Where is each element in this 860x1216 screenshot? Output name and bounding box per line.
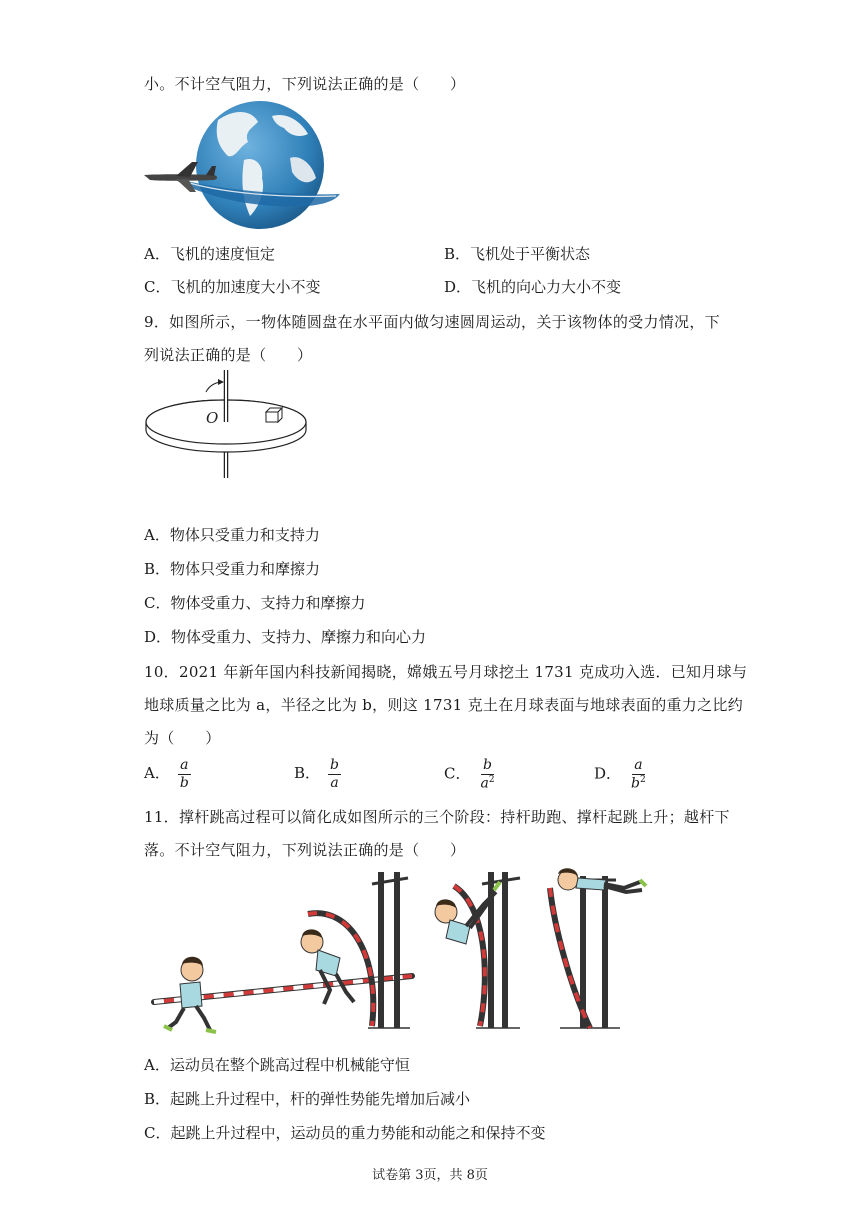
- q8-option-b: B．飞机处于平衡状态: [444, 245, 591, 263]
- page-footer: 试卷第 3页，共 8页: [372, 1168, 488, 1183]
- q11-option-b: B．起跳上升过程中，杆的弹性势能先增加后减小: [144, 1090, 471, 1108]
- q8-figure-globe-plane: [140, 98, 350, 234]
- q8-option-a: A．飞机的速度恒定: [144, 245, 275, 263]
- q8-stem: 小。不计空气阻力，下列说法正确的是（ ）: [144, 75, 466, 93]
- q11-stem-line1: 11．撑杆跳高过程可以简化成如图所示的三个阶段：持杆助跑、撑杆起跳上升；越杆下: [144, 808, 730, 826]
- q11-stem-line2: 落。不计空气阻力，下列说法正确的是（ ）: [144, 841, 466, 859]
- q8-option-c: C．飞机的加速度大小不变: [144, 278, 321, 296]
- cube-icon: [266, 408, 282, 422]
- bar-stand-icon: [372, 872, 408, 1028]
- q9-stem-line2: 列说法正确的是（ ）: [144, 346, 313, 364]
- q10-stem-line2: 地球质量之比为 a，半径之比为 b，则这 1731 克土在月球表面与地球表面的重力之比约: [144, 696, 743, 714]
- q11-option-c: C．起跳上升过程中，运动员的重力势能和动能之和保持不变: [144, 1124, 546, 1142]
- q10-stem-line3: 为（ ）: [144, 729, 221, 747]
- center-label-o: O: [206, 409, 219, 427]
- q10-stem-line1: 10．2021 年新年国内科技新闻揭晓，嫦娥五号月球挖土 1731 克成功入选．已知月球与: [144, 663, 748, 681]
- bar-stand-icon: [482, 872, 520, 1028]
- bar-stand-icon: [560, 876, 616, 1028]
- q11-figure-pole-vault: [140, 866, 660, 1042]
- q9-option-b: B．物体只受重力和摩擦力: [144, 560, 321, 578]
- q9-option-c: C．物体受重力、支持力和摩擦力: [144, 594, 366, 612]
- vaulter-takeoff-icon: [301, 913, 373, 1026]
- q10-option-c: C． $\frac{b}{a^2}$: [444, 757, 495, 792]
- q10-option-d: D． $\frac{a}{b^2}$: [594, 757, 646, 792]
- q11-option-a: A．运动员在整个跳高过程中机械能守恒: [144, 1056, 410, 1074]
- q8-option-d: D．飞机的向心力大小不变: [444, 278, 622, 296]
- q9-figure-rotating-disc: [144, 366, 314, 480]
- q9-option-d: D．物体受重力、支持力、摩擦力和向心力: [144, 628, 427, 646]
- vaulter-clearing-icon: [550, 868, 646, 1028]
- q10-option-b: B． $\frac{b}{a}$: [294, 757, 339, 791]
- q9-stem-line1: 9．如图所示，一物体随圆盘在水平面内做匀速圆周运动，关于该物体的受力情况，下: [144, 313, 720, 331]
- q9-option-a: A．物体只受重力和支持力: [144, 526, 320, 544]
- q10-option-a: A． $\frac{a}{b}$: [144, 757, 189, 791]
